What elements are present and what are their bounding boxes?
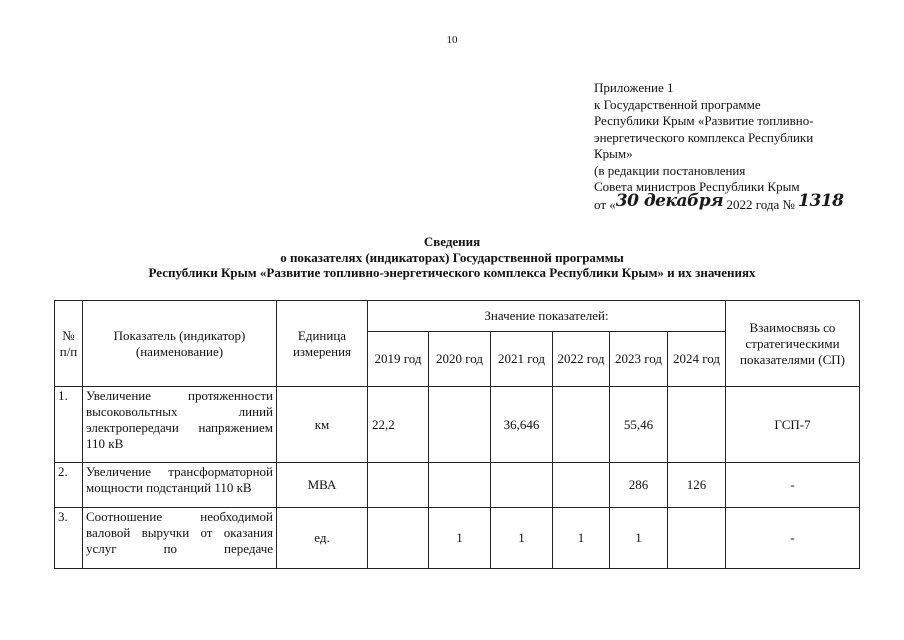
name-line: Увеличение трансформаторной — [86, 464, 273, 479]
header-year: 2020 год — [429, 332, 491, 387]
row-value: 1 — [491, 508, 553, 569]
row-value — [429, 387, 491, 463]
row-value: 286 — [610, 463, 668, 508]
header-indicator: Показатель (индикатор) (наименование) — [83, 301, 277, 387]
appendix-line: Крым» — [594, 146, 633, 161]
name-line: Увеличение протяженности — [86, 388, 273, 403]
name-line: Соотношение необходимой — [86, 509, 273, 524]
name-line: валовой выручки от оказания — [86, 525, 273, 540]
date-prefix: от « — [594, 196, 616, 212]
header-num: № п/п — [55, 301, 83, 387]
row-indicator-name — [83, 463, 277, 508]
page-number: 10 — [446, 34, 458, 46]
indicators-table — [54, 300, 860, 569]
header-values-group: Значение показателей: — [368, 301, 726, 332]
row-link: ГСП-7 — [726, 387, 860, 463]
header-year: 2019 год — [368, 332, 429, 387]
table-row — [55, 463, 860, 508]
row-indicator-name — [83, 508, 277, 569]
row-num: 1. — [55, 387, 83, 463]
name-line: мощности подстанций 110 кВ — [86, 480, 252, 495]
row-value — [368, 508, 429, 569]
row-value: 22,2 — [368, 387, 429, 463]
row-value — [491, 463, 553, 508]
row-value: 126 — [668, 463, 726, 508]
header-row-1 — [55, 301, 860, 332]
row-num: 3. — [55, 508, 83, 569]
title-line-3: Республики Крым «Развитие топливно-энергетического комплекса Республики Крым» и их значениях — [148, 265, 756, 280]
title-line-2: о показателях (индикаторах) Государственной программы — [280, 249, 624, 265]
header-link: Взаимосвязь со стратегическими показателями (СП) — [726, 301, 860, 387]
table-row — [55, 508, 860, 569]
row-value — [368, 463, 429, 508]
header-unit: Единица измерения — [277, 301, 368, 387]
header-year: 2021 год — [491, 332, 553, 387]
header-year: 2022 год — [553, 332, 610, 387]
name-line: 110 кВ — [86, 436, 124, 451]
row-unit: ед. — [277, 508, 368, 569]
row-indicator-name — [83, 387, 277, 463]
row-value: 1 — [553, 508, 610, 569]
name-line: услуг по передаче — [86, 541, 273, 556]
handwritten-date: 30 декабря — [615, 190, 724, 211]
appendix-line: к Государственной программе — [594, 96, 761, 112]
row-value: 55,46 — [610, 387, 668, 463]
row-unit: МВА — [277, 463, 368, 508]
row-unit: км — [277, 387, 368, 463]
date-suffix: 2022 года № — [723, 196, 795, 212]
row-num: 2. — [55, 463, 83, 508]
appendix-line: Приложение 1 — [594, 80, 674, 95]
title-line-1: Сведения — [423, 234, 481, 249]
row-value — [668, 508, 726, 569]
row-link: - — [726, 463, 860, 508]
header-year: 2023 год — [610, 332, 668, 387]
appendix-date-line — [594, 190, 894, 214]
appendix-line: (в редакции постановления — [594, 162, 746, 178]
handwritten-number: 1318 — [798, 190, 844, 211]
row-value: 1 — [429, 508, 491, 569]
row-value — [429, 463, 491, 508]
name-line: электропередачи напряжением — [86, 420, 273, 435]
appendix-line: энергетического комплекса Республики — [594, 129, 814, 145]
row-value — [553, 387, 610, 463]
table-row — [55, 387, 860, 463]
document-title — [0, 234, 904, 281]
header-year: 2024 год — [668, 332, 726, 387]
row-value: 1 — [610, 508, 668, 569]
appendix-line: Республики Крым «Развитие топливно- — [594, 113, 814, 128]
appendix-block — [594, 80, 894, 213]
appendix-line: Совета министров Республики Крым — [594, 179, 800, 194]
row-value — [553, 463, 610, 508]
name-line: высоковольтных линий — [86, 404, 273, 419]
row-link: - — [726, 508, 860, 569]
row-value — [668, 387, 726, 463]
row-value: 36,646 — [491, 387, 553, 463]
